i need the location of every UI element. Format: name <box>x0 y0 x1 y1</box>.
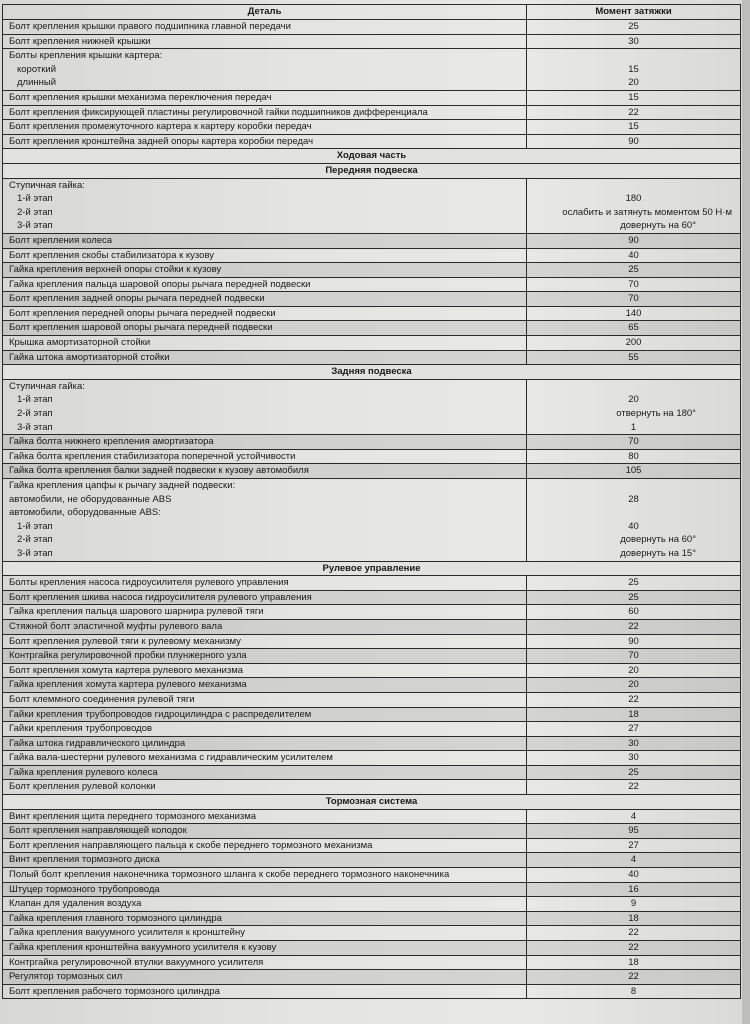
table-row <box>3 134 741 149</box>
table-row <box>3 350 741 365</box>
part-name-multi <box>3 479 527 562</box>
torque-value: 40 <box>527 868 741 883</box>
torque-value: 15 <box>527 120 741 135</box>
table-row <box>3 479 741 562</box>
part-subitem: 1-й этап <box>17 520 53 532</box>
torque-value: 25 <box>527 20 741 35</box>
part-name: Болт крепления направляющего пальца к скобе переднего тормозного механизма <box>3 838 527 853</box>
torque-values <box>527 49 741 91</box>
table-row <box>3 321 741 336</box>
table-row <box>3 663 741 678</box>
part-subitem: автомобили, не оборудованные ABS <box>9 493 172 505</box>
torque-value: 90 <box>527 134 741 149</box>
torque-value: 180 <box>625 193 642 205</box>
torque-value: 1 <box>630 421 637 433</box>
torque-value: 18 <box>527 911 741 926</box>
torque-value: 20 <box>527 678 741 693</box>
table-row <box>3 634 741 649</box>
torque-value: 20 <box>628 77 639 89</box>
part-name: Болт крепления крышки правого подшипника главной передачи <box>3 20 527 35</box>
part-subitem: 2-й этап <box>17 206 53 218</box>
torque-value: 20 <box>628 394 639 406</box>
torque-value: 4 <box>527 809 741 824</box>
table-row <box>3 970 741 985</box>
table-header-row <box>3 5 741 20</box>
torque-value: 55 <box>527 350 741 365</box>
section-header <box>3 163 741 178</box>
part-name: Болт крепления направляющей колодок <box>3 824 527 839</box>
brakes-rows <box>3 809 741 999</box>
header-part: Деталь <box>3 5 527 20</box>
part-name: Крышка амортизаторной стойки <box>3 336 527 351</box>
part-name: Гайка вала-шестерни рулевого механизма с гидравлическим усилителем <box>3 751 527 766</box>
table-row <box>3 120 741 135</box>
page-edge <box>742 0 750 1024</box>
torque-values <box>527 178 741 233</box>
part-name: Винт крепления тормозного диска <box>3 853 527 868</box>
torque-value: довернуть на 15° <box>620 547 696 559</box>
part-subitem: 1-й этап <box>17 193 53 205</box>
torque-value: 70 <box>527 649 741 664</box>
torque-value: 90 <box>527 634 741 649</box>
section-title-rear-suspension: Задняя подвеска <box>3 365 741 380</box>
part-name: Гайки крепления трубопроводов гидроцилиндра с распределителем <box>3 707 527 722</box>
part-name: Гайка крепления пальца шарового шарнира рулевой тяги <box>3 605 527 620</box>
table-row <box>3 678 741 693</box>
table-row <box>3 649 741 664</box>
part-subitem: автомобили, оборудованные ABS: <box>9 507 161 519</box>
table-row <box>3 277 741 292</box>
torque-value: 80 <box>527 449 741 464</box>
table-row <box>3 449 741 464</box>
torque-values <box>527 379 741 434</box>
torque-value: 25 <box>527 590 741 605</box>
table-row <box>3 722 741 737</box>
table-row <box>3 178 741 233</box>
section-title-steering: Рулевое управление <box>3 561 741 576</box>
part-name: Гайка болта нижнего крепления амортизатора <box>3 435 527 450</box>
part-name: Гайка болта крепления стабилизатора поперечной устойчивости <box>3 449 527 464</box>
part-subitem: 1-й этап <box>17 394 53 406</box>
part-name: Болт крепления задней опоры рычага передней подвески <box>3 292 527 307</box>
torque-value: 18 <box>527 707 741 722</box>
steering-rows <box>3 576 741 795</box>
table-row <box>3 605 741 620</box>
part-name: Болты крепления крышки картера: <box>9 50 163 62</box>
section-header <box>3 795 741 810</box>
torque-value: 22 <box>527 105 741 120</box>
part-subitem: длинный <box>17 77 57 89</box>
table-row <box>3 838 741 853</box>
part-name: Болт крепления шкива насоса гидроусилителя рулевого управления <box>3 590 527 605</box>
table-row <box>3 435 741 450</box>
torque-value: 105 <box>527 464 741 479</box>
torque-value: 20 <box>527 663 741 678</box>
part-name: Гайка крепления рулевого колеса <box>3 765 527 780</box>
part-name-multi <box>3 178 527 233</box>
table-row <box>3 233 741 248</box>
part-subitem: 3-й этап <box>17 220 53 232</box>
torque-value: ослабить и затянуть моментом 50 Н·м <box>562 206 732 218</box>
part-name: Болт клеммного соединения рулевой тяги <box>3 692 527 707</box>
table-row <box>3 984 741 999</box>
header-torque: Момент затяжки <box>527 5 741 20</box>
torque-value: 25 <box>527 263 741 278</box>
torque-value: 28 <box>628 493 639 505</box>
torque-value: 22 <box>527 970 741 985</box>
table-row <box>3 292 741 307</box>
part-name: Штуцер тормозного трубопровода <box>3 882 527 897</box>
section-title-front-suspension: Передняя подвеска <box>3 163 741 178</box>
torque-value: 15 <box>628 63 639 75</box>
part-name: Болт крепления фиксирующей пластины регулировочной гайки подшипников дифференциала <box>3 105 527 120</box>
part-name-multi <box>3 49 527 91</box>
table-row <box>3 263 741 278</box>
part-name: Болт крепления рабочего тормозного цилиндра <box>3 984 527 999</box>
section-header <box>3 365 741 380</box>
section-title-brakes: Тормозная система <box>3 795 741 810</box>
part-name: Гайка крепления верхней опоры стойки к кузову <box>3 263 527 278</box>
part-name: Гайка крепления хомута картера рулевого механизма <box>3 678 527 693</box>
torque-value: 22 <box>527 619 741 634</box>
torque-value: 9 <box>527 897 741 912</box>
part-name: Гайка крепления пальца шаровой опоры рычага передней подвески <box>3 277 527 292</box>
part-subitem: 3-й этап <box>17 547 53 559</box>
part-name: Стяжной болт эластичной муфты рулевого вала <box>3 619 527 634</box>
torque-value: отвернуть на 180° <box>616 408 696 420</box>
table-row <box>3 34 741 49</box>
part-subitem: 2-й этап <box>17 534 53 546</box>
table-row <box>3 809 741 824</box>
torque-value: 30 <box>527 34 741 49</box>
torque-value: 22 <box>527 692 741 707</box>
table-row <box>3 49 741 91</box>
torque-value: 70 <box>527 292 741 307</box>
part-name: Ступичная гайка: <box>9 380 85 392</box>
torque-value: 4 <box>527 853 741 868</box>
part-name: Контргайка регулировочной пробки плунжерного узла <box>3 649 527 664</box>
part-name: Ступичная гайка: <box>9 179 85 191</box>
part-name: Болт крепления рулевой колонки <box>3 780 527 795</box>
torque-value: 22 <box>527 941 741 956</box>
torque-value: 16 <box>527 882 741 897</box>
part-name: Гайка крепления вакуумного усилителя к кронштейну <box>3 926 527 941</box>
part-name: Болт крепления рулевой тяги к рулевому механизму <box>3 634 527 649</box>
table-row <box>3 780 741 795</box>
table-row <box>3 765 741 780</box>
part-subitem: 2-й этап <box>17 408 53 420</box>
table-row <box>3 105 741 120</box>
torque-value: 25 <box>527 576 741 591</box>
table-row <box>3 464 741 479</box>
torque-value: довернуть на 60° <box>620 220 696 232</box>
part-name: Болт крепления шаровой опоры рычага передней подвески <box>3 321 527 336</box>
table-row <box>3 619 741 634</box>
table-row <box>3 379 741 434</box>
part-subitem: 3-й этап <box>17 421 53 433</box>
table-row <box>3 955 741 970</box>
table-row <box>3 306 741 321</box>
part-name: Болт крепления передней опоры рычага передней подвески <box>3 306 527 321</box>
part-name: Болты крепления насоса гидроусилителя рулевого управления <box>3 576 527 591</box>
torque-value: 40 <box>527 248 741 263</box>
torque-value: 90 <box>527 233 741 248</box>
table-row <box>3 911 741 926</box>
part-name: Гайка штока амортизаторной стойки <box>3 350 527 365</box>
part-name: Полый болт крепления наконечника тормозного шланга к скобе переднего тормозного наконечника <box>3 868 527 883</box>
torque-value: 30 <box>527 751 741 766</box>
torque-value: 27 <box>527 722 741 737</box>
torque-value: 65 <box>527 321 741 336</box>
torque-value: 40 <box>628 520 639 532</box>
part-name: Гайка крепления цапфы к рычагу задней подвески: <box>9 480 236 491</box>
table-row <box>3 736 741 751</box>
part-name: Болт крепления нижней крышки <box>3 34 527 49</box>
part-name: Болт крепления колеса <box>3 233 527 248</box>
part-subitem: короткий <box>17 63 57 75</box>
table-row <box>3 20 741 35</box>
part-name: Клапан для удаления воздуха <box>3 897 527 912</box>
table-row <box>3 751 741 766</box>
part-name: Болт крепления кронштейна задней опоры картера коробки передач <box>3 134 527 149</box>
part-name: Гайка штока гидравлического цилиндра <box>3 736 527 751</box>
torque-value: 140 <box>527 306 741 321</box>
table-row <box>3 853 741 868</box>
torque-table <box>2 4 741 999</box>
torque-value: 22 <box>527 780 741 795</box>
torque-value: 15 <box>527 90 741 105</box>
part-name: Болт крепления хомута картера рулевого механизма <box>3 663 527 678</box>
table-row <box>3 868 741 883</box>
torque-value: 95 <box>527 824 741 839</box>
torque-value: 200 <box>527 336 741 351</box>
section-header <box>3 561 741 576</box>
torque-value: 70 <box>527 277 741 292</box>
part-name: Гайка крепления главного тормозного цилиндра <box>3 911 527 926</box>
table-row <box>3 707 741 722</box>
table-row <box>3 926 741 941</box>
table-row <box>3 692 741 707</box>
part-name: Гайка болта крепления балки задней подвески к кузову автомобиля <box>3 464 527 479</box>
part-name: Гайки крепления трубопроводов <box>3 722 527 737</box>
table-row <box>3 90 741 105</box>
part-name: Болт крепления крышки механизма переключения передач <box>3 90 527 105</box>
torque-value: 60 <box>527 605 741 620</box>
torque-value: 22 <box>527 926 741 941</box>
table-row <box>3 336 741 351</box>
part-name: Болт крепления промежуточного картера к картеру коробки передач <box>3 120 527 135</box>
torque-value: 8 <box>527 984 741 999</box>
table-row <box>3 824 741 839</box>
torque-value: 70 <box>527 435 741 450</box>
torque-value: 30 <box>527 736 741 751</box>
part-name: Винт крепления щита переднего тормозного механизма <box>3 809 527 824</box>
section-header <box>3 149 741 164</box>
section-title-chassis: Ходовая часть <box>3 149 741 164</box>
part-name: Регулятор тормозных сил <box>3 970 527 985</box>
part-name-multi <box>3 379 527 434</box>
table-row <box>3 897 741 912</box>
table-row <box>3 941 741 956</box>
table-row <box>3 576 741 591</box>
table-row <box>3 248 741 263</box>
torque-value: довернуть на 60° <box>620 534 696 546</box>
torque-value: 25 <box>527 765 741 780</box>
table-row <box>3 590 741 605</box>
torque-value: 18 <box>527 955 741 970</box>
torque-value: 27 <box>527 838 741 853</box>
torque-values <box>527 479 741 562</box>
table-row <box>3 882 741 897</box>
part-name: Контргайка регулировочной втулки вакуумного усилителя <box>3 955 527 970</box>
part-name: Гайка крепления кронштейна вакуумного усилителя к кузову <box>3 941 527 956</box>
part-name: Болт крепления скобы стабилизатора к кузову <box>3 248 527 263</box>
